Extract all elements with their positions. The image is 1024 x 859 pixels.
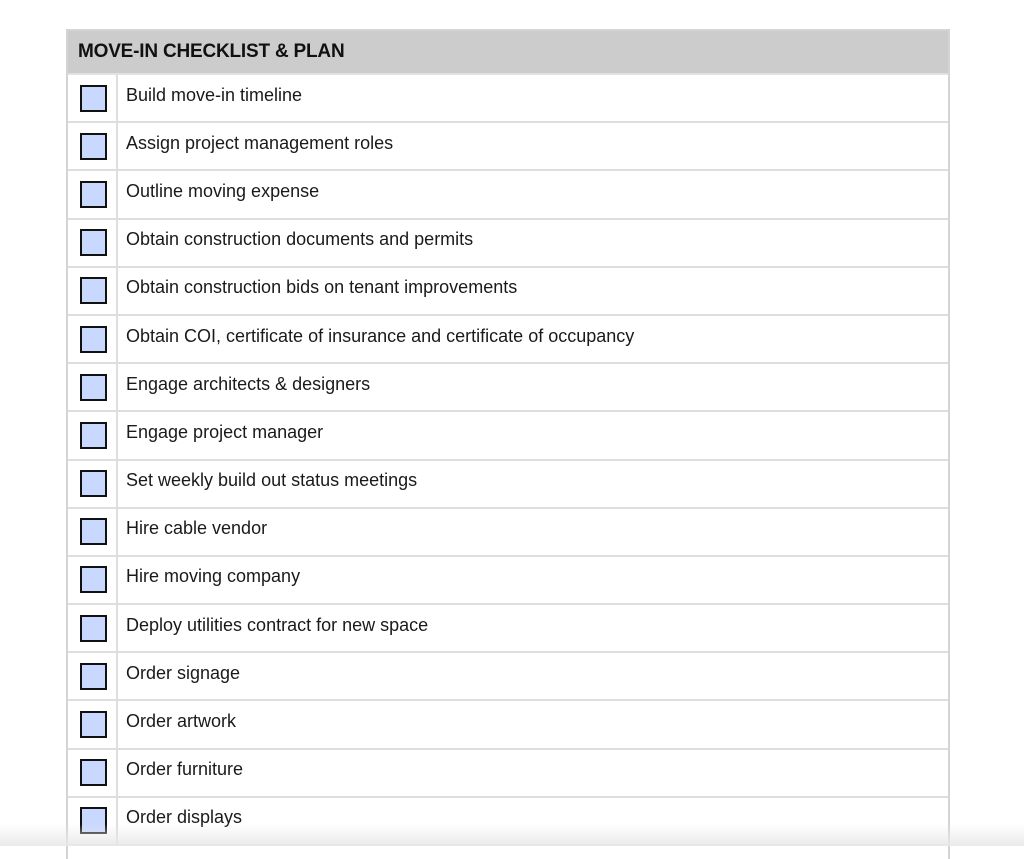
checklist-row bbox=[68, 75, 948, 123]
checklist-item-label: Assign project management roles bbox=[118, 123, 948, 169]
checklist-row bbox=[68, 316, 948, 364]
checklist-item-label: Outline moving expense bbox=[118, 171, 948, 217]
checklist-row bbox=[68, 701, 948, 749]
checklist-row bbox=[68, 123, 948, 171]
checklist-item-label: Order furniture bbox=[118, 750, 948, 796]
checklist-row bbox=[68, 509, 948, 557]
checklist-item-label: Order displays bbox=[118, 798, 948, 844]
checkbox-cell bbox=[68, 557, 118, 603]
checkbox-cell bbox=[68, 509, 118, 555]
checklist-rows bbox=[68, 75, 948, 846]
checkbox-cell bbox=[68, 701, 118, 747]
checklist-item-label: Order artwork bbox=[118, 701, 948, 747]
checkbox[interactable] bbox=[80, 374, 107, 401]
checklist-item-label: Engage architects & designers bbox=[118, 364, 948, 410]
checklist-item-label: Set weekly build out status meetings bbox=[118, 461, 948, 507]
checkbox-cell bbox=[68, 123, 118, 169]
checkbox-cell bbox=[68, 461, 118, 507]
checklist-title: MOVE-IN CHECKLIST & PLAN bbox=[68, 31, 948, 75]
checkbox[interactable] bbox=[80, 133, 107, 160]
checklist-item-label: Deploy utilities contract for new space bbox=[118, 605, 948, 651]
checkbox-cell bbox=[68, 171, 118, 217]
checkbox-cell bbox=[68, 75, 118, 121]
checkbox[interactable] bbox=[80, 470, 107, 497]
checkbox-cell bbox=[68, 268, 118, 314]
checkbox[interactable] bbox=[80, 566, 107, 593]
checklist-item-label: Order signage bbox=[118, 653, 948, 699]
checklist-item-label: Obtain COI, certificate of insurance and certificate of occupancy bbox=[118, 316, 948, 362]
checklist-row bbox=[68, 220, 948, 268]
checkbox[interactable] bbox=[80, 229, 107, 256]
checkbox[interactable] bbox=[80, 663, 107, 690]
checklist-row bbox=[68, 653, 948, 701]
checklist-row bbox=[68, 412, 948, 460]
checklist-item-label: Obtain construction documents and permits bbox=[118, 220, 948, 266]
checklist-row bbox=[68, 171, 948, 219]
checklist-row bbox=[68, 750, 948, 798]
checkbox-cell bbox=[68, 798, 118, 844]
checkbox[interactable] bbox=[80, 326, 107, 353]
checklist-row bbox=[68, 268, 948, 316]
checklist-item-label: Build move-in timeline bbox=[118, 75, 948, 121]
checklist-table bbox=[66, 29, 950, 859]
checkbox[interactable] bbox=[80, 277, 107, 304]
checklist-row bbox=[68, 557, 948, 605]
checklist-item-label: Engage project manager bbox=[118, 412, 948, 458]
checkbox-cell bbox=[68, 364, 118, 410]
checklist-row bbox=[68, 364, 948, 412]
checkbox-cell bbox=[68, 750, 118, 796]
checkbox-cell bbox=[68, 412, 118, 458]
checklist-row bbox=[68, 605, 948, 653]
checkbox-cell bbox=[68, 653, 118, 699]
checkbox[interactable] bbox=[80, 181, 107, 208]
checklist-item-label: Obtain construction bids on tenant improvements bbox=[118, 268, 948, 314]
checkbox[interactable] bbox=[80, 422, 107, 449]
checkbox-cell bbox=[68, 605, 118, 651]
checkbox[interactable] bbox=[80, 518, 107, 545]
checkbox[interactable] bbox=[80, 615, 107, 642]
checklist-item-label: Hire cable vendor bbox=[118, 509, 948, 555]
checkbox-cell bbox=[68, 220, 118, 266]
checklist-item-label: Hire moving company bbox=[118, 557, 948, 603]
checkbox[interactable] bbox=[80, 711, 107, 738]
checkbox[interactable] bbox=[80, 85, 107, 112]
checklist-row bbox=[68, 798, 948, 846]
checkbox-cell bbox=[68, 316, 118, 362]
checkbox[interactable] bbox=[80, 759, 107, 786]
checkbox[interactable] bbox=[80, 807, 107, 834]
checklist-row bbox=[68, 461, 948, 509]
